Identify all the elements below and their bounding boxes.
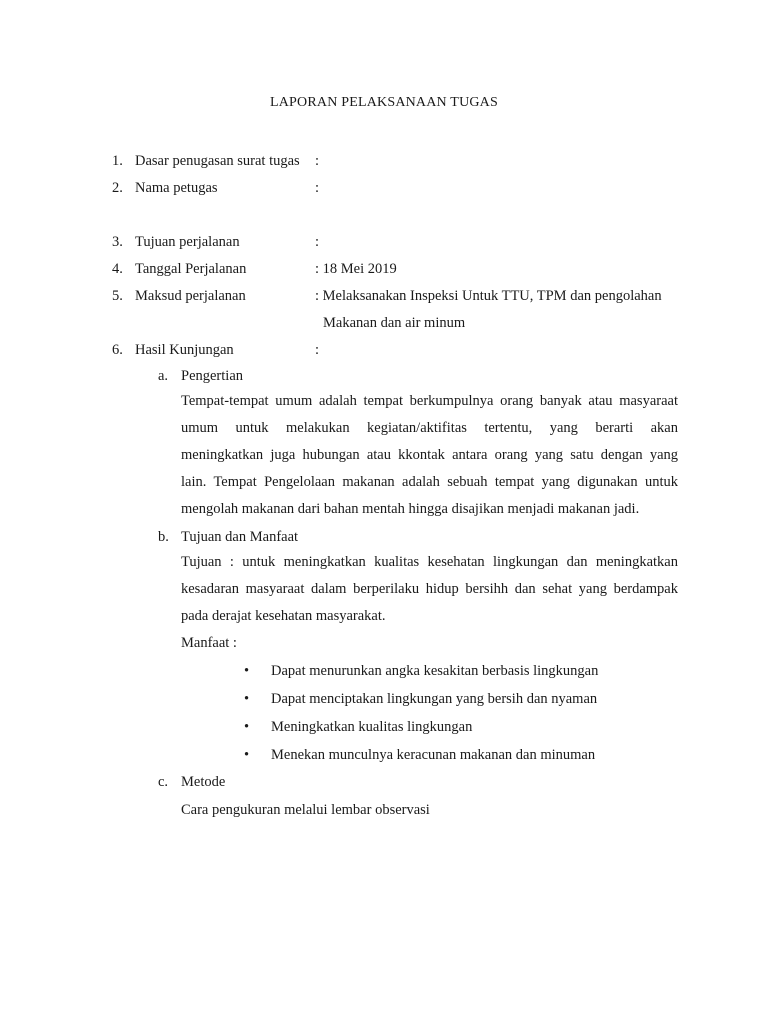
paragraph-line: Tujuan : untuk meningkatkan kualitas kesehatan lingkungan dan meningkatkan	[181, 554, 678, 570]
field-label-tujuan: Tujuan perjalanan	[135, 234, 240, 250]
field-number: 2.	[112, 180, 123, 196]
section-heading-metode: Metode	[181, 774, 226, 790]
paragraph-line: meningkatkan juga hubungan atau kkontak antara orang yang satu dengan yang	[181, 447, 678, 463]
field-value-dasar: :	[315, 153, 320, 169]
section-heading-tujuan-manfaat: Tujuan dan Manfaat	[181, 529, 299, 545]
field-label-maksud: Maksud perjalanan	[135, 288, 246, 304]
document-title: LAPORAN PELAKSANAAN TUGAS	[270, 95, 498, 110]
paragraph-pengertian	[181, 388, 678, 523]
bullet-item: Dapat menurunkan angka kesakitan berbasis lingkungan	[271, 663, 599, 679]
bullet-icon: •	[244, 747, 250, 763]
field-label-nama: Nama petugas	[135, 180, 218, 196]
paragraph-line: pada derajat kesehatan masyarakat.	[181, 608, 386, 624]
paragraph-line: umum untuk melakukan kegiatan/aktifitas tertentu, yang berarti akan	[181, 420, 678, 436]
field-value-maksud: : Melaksanakan Inspeksi Untuk TTU, TPM dan pengolahan	[315, 288, 662, 304]
paragraph-tujuan	[181, 549, 678, 630]
paragraph-line: mengolah makanan dari bahan mentah hingga disajikan menjadi makanan jadi.	[181, 501, 640, 517]
section-letter: b.	[158, 529, 169, 545]
paragraph-line: Tempat-tempat umum adalah tempat berkumpulnya orang banyak atau masyaraat	[181, 393, 678, 409]
field-number: 5.	[112, 288, 123, 304]
manfaat-label: Manfaat :	[181, 635, 237, 651]
field-value-tujuan: :	[315, 234, 320, 250]
field-label-hasil: Hasil Kunjungan	[135, 342, 234, 358]
bullet-icon: •	[244, 691, 250, 707]
field-value-nama: :	[315, 180, 320, 196]
bullet-item: Dapat menciptakan lingkungan yang bersih dan nyaman	[271, 691, 598, 707]
field-number: 6.	[112, 342, 123, 358]
field-value-maksud-cont: Makanan dan air minum	[323, 315, 466, 331]
section-letter: a.	[158, 368, 169, 384]
field-label-dasar: Dasar penugasan surat tugas	[135, 153, 300, 169]
paragraph-line: kesadaran masyaraat dalam berperilaku hidup bersihh dan sehat yang berdampak	[181, 581, 678, 597]
metode-text: Cara pengukuran melalui lembar observasi	[181, 802, 430, 818]
paragraph-line: lain. Tempat Pengelolaan makanan adalah sebuah tempat yang digunakan untuk	[181, 474, 678, 490]
field-value-hasil: :	[315, 342, 320, 358]
section-heading-pengertian: Pengertian	[181, 368, 244, 384]
bullet-icon: •	[244, 663, 250, 679]
bullet-item: Meningkatkan kualitas lingkungan	[271, 719, 473, 735]
bullet-icon: •	[244, 719, 250, 735]
field-number: 4.	[112, 261, 123, 277]
section-letter: c.	[158, 774, 169, 790]
field-value-tanggal: : 18 Mei 2019	[315, 261, 397, 277]
field-label-tanggal: Tanggal Perjalanan	[135, 261, 247, 277]
field-number: 1.	[112, 153, 123, 169]
bullet-item: Menekan munculnya keracunan makanan dan minuman	[271, 747, 596, 763]
field-number: 3.	[112, 234, 123, 250]
